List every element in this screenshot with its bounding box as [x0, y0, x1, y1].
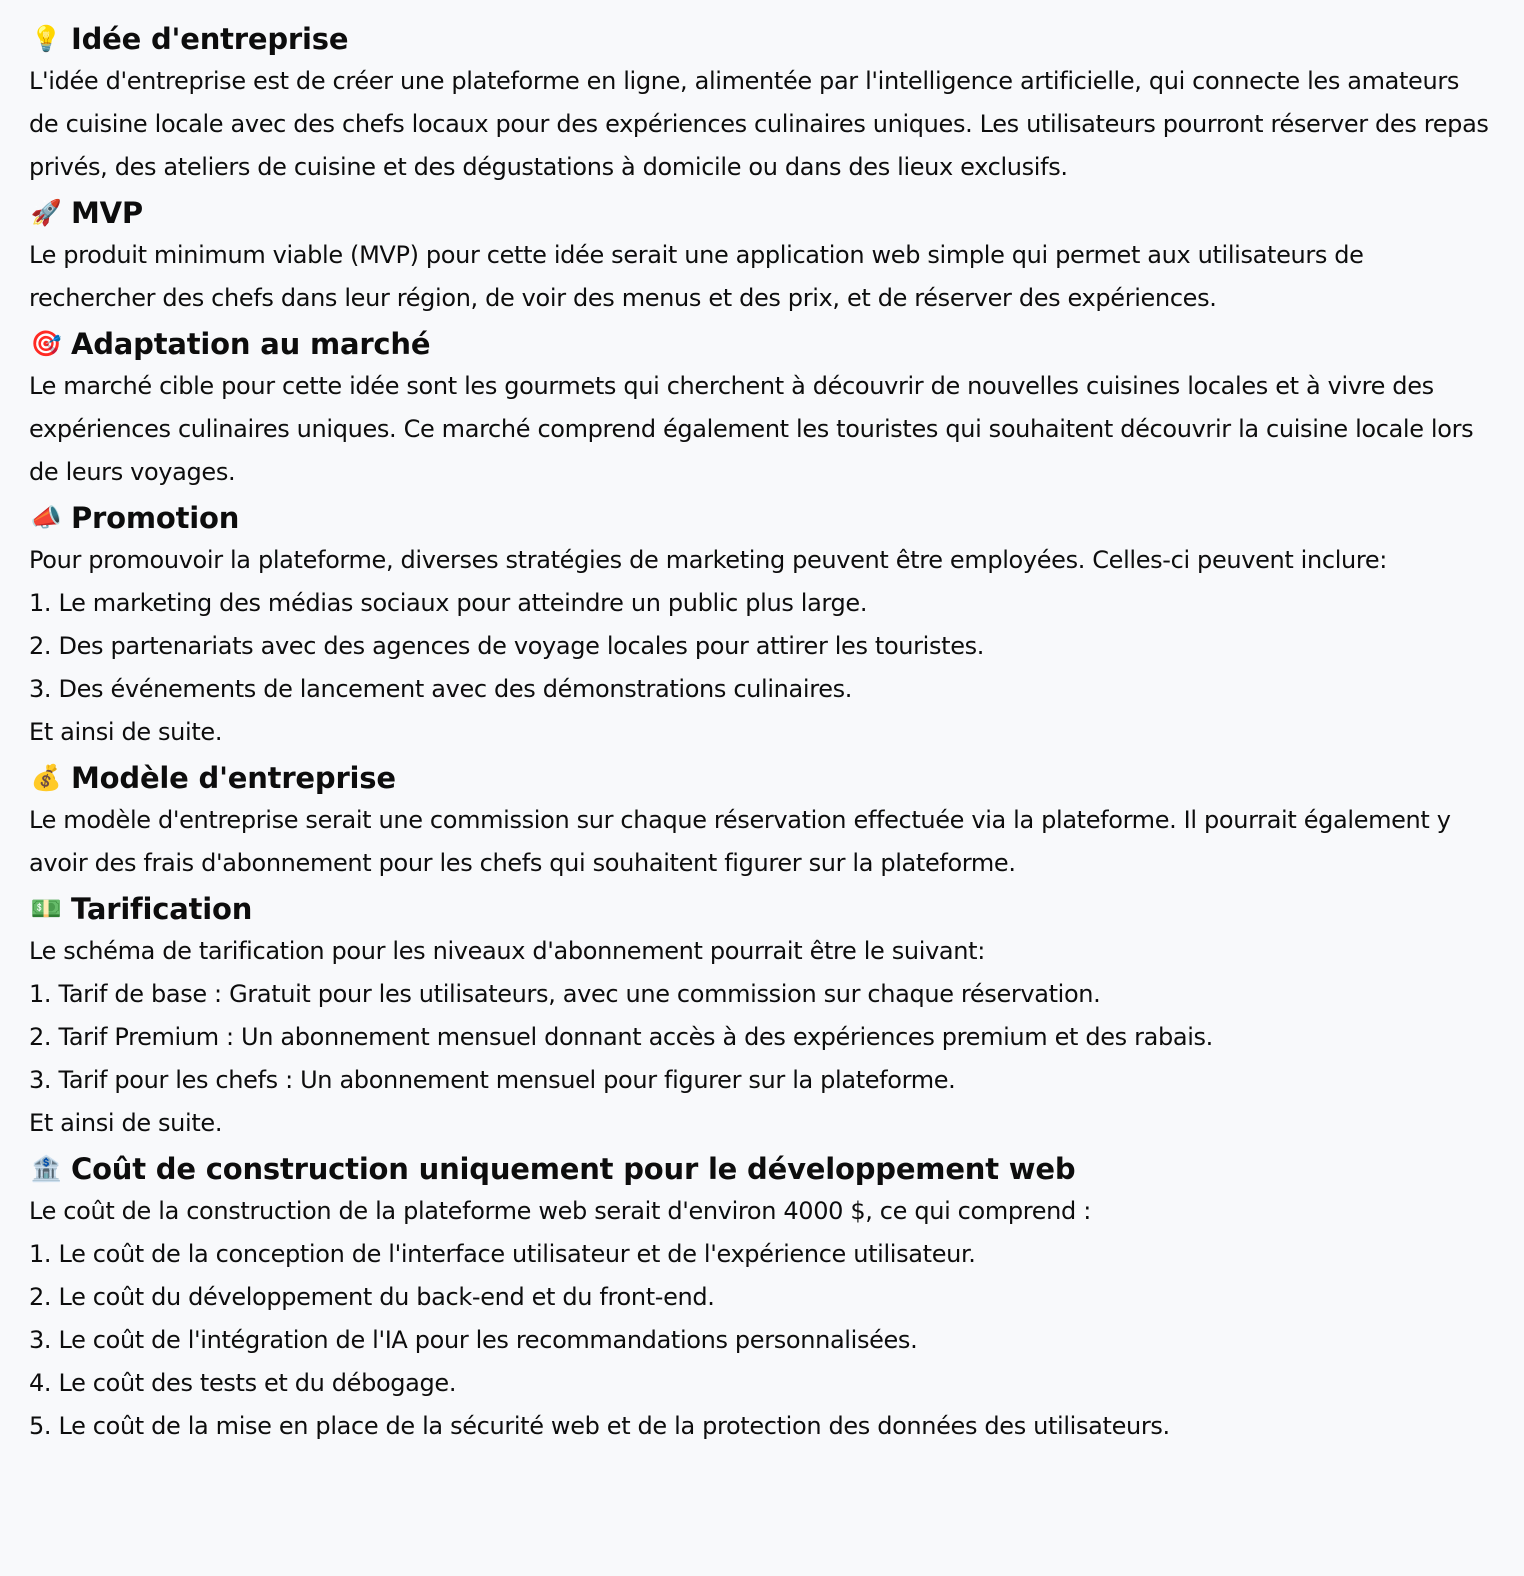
dollar-banknote-icon: 💵 — [30, 894, 62, 923]
megaphone-icon: 📣 — [30, 503, 62, 532]
rocket-icon: 🚀 — [30, 198, 62, 227]
section-title: Coût de construction uniquement pour le développement web — [71, 1152, 1076, 1186]
section-heading — [29, 1148, 1495, 1190]
list-item: 3. Tarif pour les chefs : Un abonnement mensuel pour figurer sur la plateforme. — [29, 1066, 956, 1094]
section-build-cost — [29, 1148, 1495, 1448]
section-title: Idée d'entreprise — [71, 22, 349, 56]
list-item: 3. Des événements de lancement avec des démonstrations culinaires. — [29, 675, 853, 703]
list-item: 2. Le coût du développement du back-end et du front-end. — [29, 1283, 715, 1311]
section-heading — [29, 18, 1495, 60]
section-promotion — [29, 497, 1495, 754]
section-market-fit — [29, 323, 1495, 494]
section-footer-text: Et ainsi de suite. — [29, 718, 223, 746]
lightbulb-icon: 💡 — [30, 24, 62, 53]
section-paragraph: Le coût de la construction de la plateforme web serait d'environ 4000 $, ce qui comprend : — [29, 1197, 1091, 1225]
section-heading — [29, 757, 1495, 799]
section-footer-text: Et ainsi de suite. — [29, 1109, 223, 1137]
list-item: 1. Le coût de la conception de l'interface utilisateur et de l'expérience utilisateur. — [29, 1240, 976, 1268]
section-paragraph: Le modèle d'entreprise serait une commission sur chaque réservation effectuée via la plateforme. Il pourrait également y avoir des frais d'abonnement pour les chefs qui souhaitent figurer sur la plateforme. — [29, 806, 1451, 877]
section-heading — [29, 497, 1495, 539]
section-title: Promotion — [71, 501, 240, 535]
section-heading — [29, 888, 1495, 930]
section-heading — [29, 192, 1495, 234]
section-mvp — [29, 192, 1495, 320]
section-paragraph: Le schéma de tarification pour les niveaux d'abonnement pourrait être le suivant: — [29, 937, 985, 965]
list-item: 3. Le coût de l'intégration de l'IA pour les recommandations personnalisées. — [29, 1326, 918, 1354]
section-title: Modèle d'entreprise — [71, 761, 396, 795]
list-item: 2. Tarif Premium : Un abonnement mensuel donnant accès à des expériences premium et des rabais. — [29, 1023, 1213, 1051]
list-item: 5. Le coût de la mise en place de la sécurité web et de la protection des données des utilisateurs. — [29, 1412, 1170, 1440]
list-item: 4. Le coût des tests et du débogage. — [29, 1369, 457, 1397]
section-business-model — [29, 757, 1495, 885]
section-title: Tarification — [71, 892, 253, 926]
list-item: 1. Le marketing des médias sociaux pour atteindre un public plus large. — [29, 589, 868, 617]
section-title: MVP — [71, 196, 143, 230]
section-paragraph: L'idée d'entreprise est de créer une plateforme en ligne, alimentée par l'intelligence artificielle, qui connecte les amateurs de cuisine locale avec des chefs locaux pour des expériences culinaires uniques. Les utilisateurs pourront réserver des repas privés, des ateliers de cuisine et des dégustations à domicile ou dans des lieux exclusifs. — [29, 67, 1489, 181]
list-item: 1. Tarif de base : Gratuit pour les utilisateurs, avec une commission sur chaque réservation. — [29, 980, 1101, 1008]
money-bag-icon: 💰 — [30, 763, 62, 792]
section-heading — [29, 323, 1495, 365]
section-business-idea — [29, 18, 1495, 189]
list-item: 2. Des partenariats avec des agences de voyage locales pour attirer les touristes. — [29, 632, 985, 660]
bank-icon: 🏦 — [30, 1154, 62, 1183]
section-paragraph: Le produit minimum viable (MVP) pour cette idée serait une application web simple qui permet aux utilisateurs de rechercher des chefs dans leur région, de voir des menus et des prix, et de réserver des expériences. — [29, 241, 1364, 312]
target-icon: 🎯 — [30, 329, 62, 358]
section-paragraph: Pour promouvoir la plateforme, diverses stratégies de marketing peuvent être employées. Celles-ci peuvent inclure: — [29, 546, 1388, 574]
section-title: Adaptation au marché — [71, 327, 431, 361]
section-pricing — [29, 888, 1495, 1145]
section-paragraph: Le marché cible pour cette idée sont les gourmets qui cherchent à découvrir de nouvelles cuisines locales et à vivre des expériences culinaires uniques. Ce marché comprend également les touristes qui souhaitent découvrir la cuisine locale lors de leurs voyages. — [29, 372, 1474, 486]
